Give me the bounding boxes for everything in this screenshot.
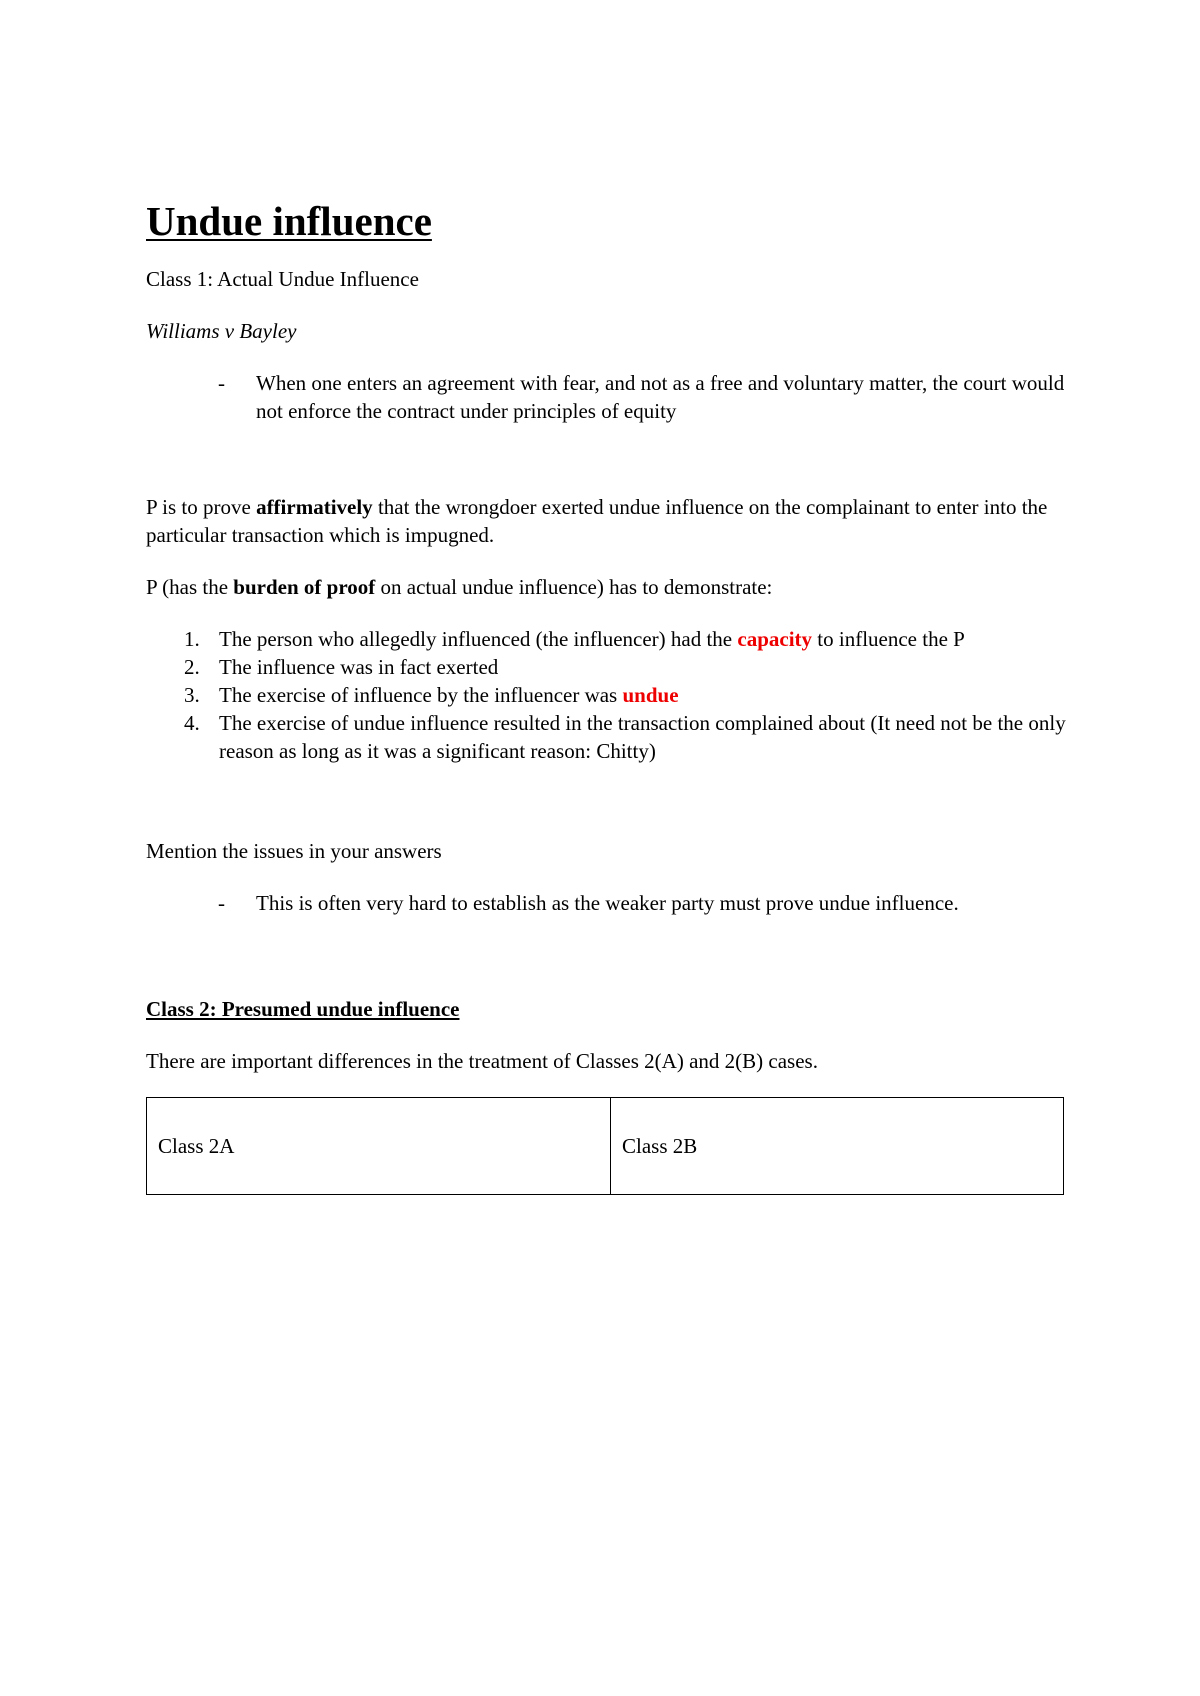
list-item	[146, 369, 1066, 425]
prove-bold: affirmatively	[256, 495, 373, 519]
list-number: 3.	[184, 683, 200, 707]
list-item	[146, 681, 1066, 709]
mention-point-text: This is often very hard to establish as the weaker party must prove undue influence.	[256, 891, 959, 915]
paragraph-burden	[146, 573, 1066, 601]
table-row	[147, 1098, 1064, 1195]
list-number: 2.	[184, 655, 200, 679]
requirement-highlight: undue	[622, 683, 679, 707]
paragraph-prove	[146, 493, 1066, 549]
document-content	[146, 195, 1066, 1195]
requirement-text-before: The exercise of influence by the influencer was	[219, 683, 623, 707]
prove-text-before: P is to prove	[146, 495, 257, 519]
class1-heading: Class 1: Actual Undue Influence	[146, 267, 419, 291]
dash-marker: -	[218, 891, 225, 915]
requirement-text-after: to influence the P	[812, 627, 965, 651]
requirements-list	[146, 625, 1066, 765]
case-points-list	[146, 369, 1066, 425]
prove-text-after: that the wrongdoer exerted undue influence on the complainant to enter into the particular transaction which is impugned.	[146, 495, 1048, 547]
case-point-text: When one enters an agreement with fear, and not as a free and voluntary matter, the court would not enforce the contract under principles of equity	[256, 371, 1065, 423]
table-cell-class-2a: Class 2A	[147, 1098, 611, 1195]
requirement-text-before: The exercise of undue influence resulted in the transaction complained about (It need not be the only reason as long as it was a significant reason: Chitty)	[219, 711, 1066, 763]
list-number: 4.	[184, 711, 200, 735]
requirement-highlight: capacity	[737, 627, 813, 651]
list-number: 1.	[184, 627, 200, 651]
burden-text-after: on actual undue influence) has to demonstrate:	[375, 575, 773, 599]
classes-table	[146, 1097, 1064, 1195]
mention-points-list	[146, 889, 1066, 917]
list-item	[146, 653, 1066, 681]
case-name: Williams v Bayley	[146, 319, 297, 343]
class2-intro: There are important differences in the treatment of Classes 2(A) and 2(B) cases.	[146, 1049, 818, 1073]
dash-marker: -	[218, 371, 225, 395]
mention-text: Mention the issues in your answers	[146, 839, 442, 863]
burden-bold: burden of proof	[233, 575, 376, 599]
list-item	[146, 709, 1066, 765]
requirement-text-before: The person who allegedly influenced (the influencer) had the	[219, 627, 738, 651]
class2-heading: Class 2: Presumed undue influence	[146, 997, 460, 1021]
table-cell-class-2b: Class 2B	[611, 1098, 1064, 1195]
requirement-text-before: The influence was in fact exerted	[219, 655, 499, 679]
list-item	[146, 625, 1066, 653]
burden-text-before: P (has the	[146, 575, 234, 599]
list-item	[146, 889, 1066, 917]
document-title: Undue influence	[146, 198, 432, 244]
